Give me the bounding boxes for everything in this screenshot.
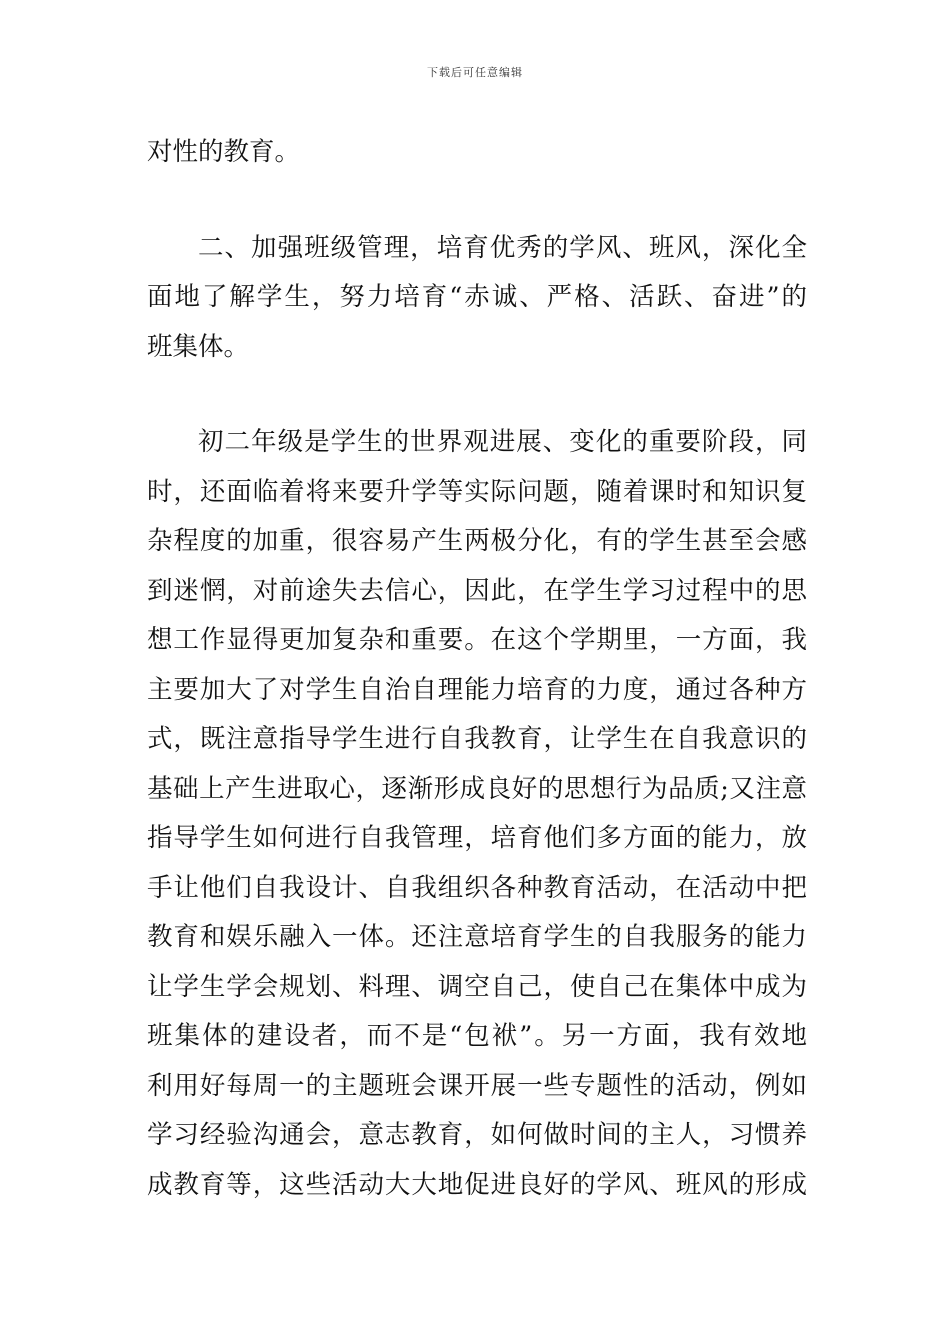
paragraph-line: 利用好每周一的主题班会课开展一些专题性的活动，例如 [147, 1070, 807, 1101]
page-header: 下载后可任意编辑 [427, 66, 523, 79]
paragraph-line: 面地了解学生，努力培育“赤诚、严格、活跃、奋进”的 [147, 282, 807, 312]
paragraph-line: 学习经验沟通会，意志教育，如何做时间的主人，习惯养 [147, 1120, 807, 1150]
paragraph-line: 想工作显得更加复杂和重要。在这个学期里，一方面，我 [147, 625, 807, 655]
document-body [147, 128, 807, 1210]
paragraph-line: 杂程度的加重，很容易产生两极分化，有的学生甚至会感 [147, 526, 807, 556]
paragraph-section-heading [147, 224, 807, 373]
paragraph-continuation [147, 128, 807, 178]
paragraph-line: 式，既注意指导学生进行自我教育，让学生在自我意识的 [147, 724, 807, 754]
paragraph-line: 让学生学会规划、料理、调空自己，使自己在集体中成为 [147, 971, 807, 1002]
paragraph-line: 班集体。 [147, 331, 250, 362]
paragraph-line: 对性的教育。 [147, 137, 301, 167]
paragraph-line: 成教育等，这些活动大大地促进良好的学风、班风的形成 [147, 1169, 807, 1200]
paragraph-line: 手让他们自我设计、自我组织各种教育活动，在活动中把 [147, 872, 807, 903]
paragraph-line: 时，还面临着将来要升学等实际问题，随着课时和知识复 [147, 476, 807, 507]
paragraph-line: 基础上产生进取心，逐渐形成良好的思想行为品质;又注意 [147, 773, 807, 804]
paragraph-line: 主要加大了对学生自治自理能力培育的力度，通过各种方 [147, 674, 807, 705]
paragraph-body [147, 418, 807, 1210]
paragraph-line: 指导学生如何进行自我管理，培育他们多方面的能力，放 [147, 823, 807, 853]
paragraph-line: 班集体的建设者，而不是“包袱”。另一方面，我有效地 [147, 1021, 807, 1051]
paragraph-line: 二、加强班级管理，培育优秀的学风、班风，深化全 [198, 232, 807, 263]
paragraph-line: 初二年级是学生的世界观进展、变化的重要阶段，同 [198, 427, 807, 457]
paragraph-line: 到迷惘，对前途失去信心，因此，在学生学习过程中的思 [147, 575, 807, 606]
paragraph-line: 教育和娱乐融入一体。还注意培育学生的自我服务的能力 [147, 922, 807, 952]
